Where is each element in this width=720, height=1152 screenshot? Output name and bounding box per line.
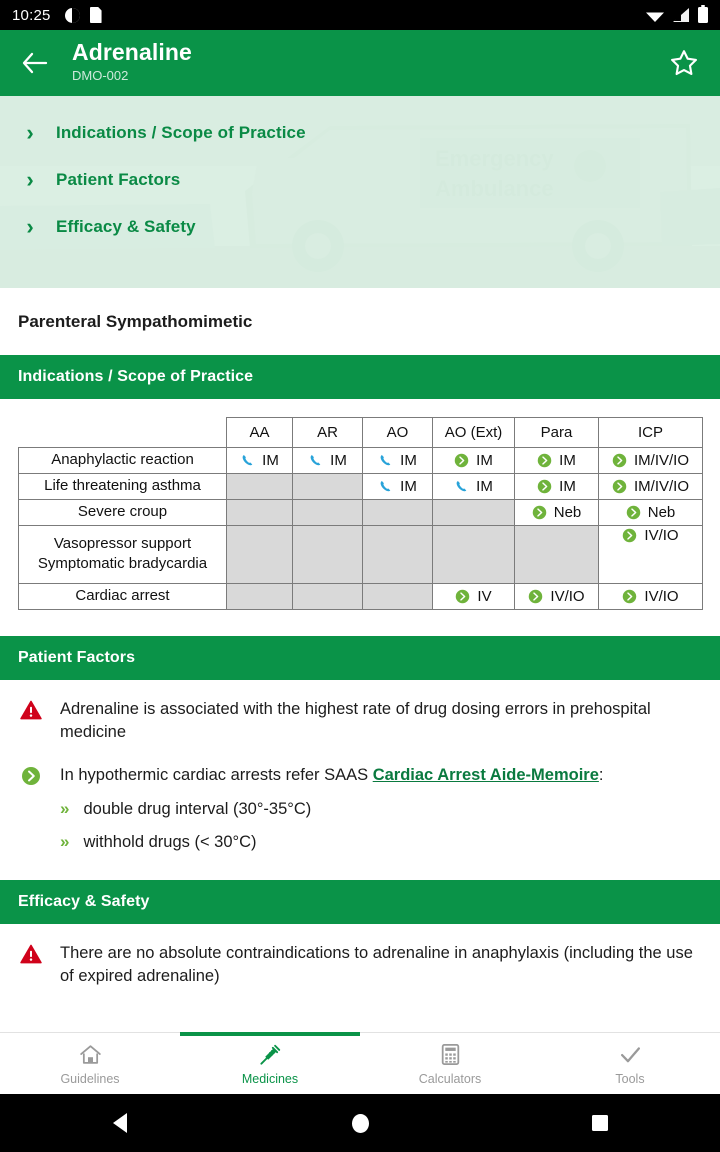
page-title: Adrenaline (72, 39, 192, 66)
sub-item (60, 798, 603, 821)
table-col-aa: AA (227, 418, 293, 448)
app-bar (0, 30, 720, 96)
nav-item-tools[interactable] (540, 1033, 720, 1094)
table-cell-value (515, 474, 599, 500)
table-row (19, 526, 703, 584)
table-cell-value (433, 583, 515, 609)
table-cell-empty (293, 500, 363, 526)
table-corner-cell (19, 418, 227, 448)
chevron-circle-icon (454, 453, 469, 468)
table-cell-value (599, 583, 703, 609)
wifi-icon (646, 8, 664, 22)
chevron-circle-icon (528, 589, 543, 604)
table-cell-empty (363, 500, 433, 526)
efficacy-text: There are no absolute contraindications to adrenaline in anaphylaxis (including the use of expired adrenaline) (60, 943, 693, 986)
table-cell-empty (363, 583, 433, 609)
patient-factor-item-hypothermic (18, 764, 702, 854)
chevron-circle-icon (622, 528, 637, 543)
drug-class-label: Parenteral Sympathomimetic (18, 312, 253, 331)
hero-quicklinks (0, 96, 720, 288)
phone-icon (378, 479, 393, 494)
home-icon (77, 1042, 103, 1068)
table-cell-value (433, 474, 515, 500)
hero-link-label: Patient Factors (56, 170, 181, 189)
efficacy-item-warning (18, 942, 702, 989)
table-cell-text: IV/IO (644, 527, 679, 544)
status-bar-clock: 10:25 (12, 6, 51, 24)
status-bar (0, 0, 720, 30)
square-recents-icon (592, 1115, 608, 1131)
table-row-label: Anaphylactic reaction (19, 448, 227, 474)
bullet-icon (18, 764, 44, 854)
star-outline-icon (669, 48, 699, 78)
double-chevron-icon: » (60, 831, 70, 851)
table-head (19, 418, 703, 448)
table-cell-empty (227, 474, 293, 500)
table-cell-value (293, 448, 363, 474)
table-cell-text: IM (400, 478, 417, 495)
table-cell-value (599, 526, 703, 584)
table-cell-value (599, 474, 703, 500)
table-cell-text: IM (559, 478, 576, 495)
nav-label: Tools (615, 1071, 645, 1086)
back-arrow-icon (22, 52, 48, 74)
sub-item-text: withhold drugs (< 30°C) (83, 832, 257, 851)
table-cell-empty (227, 583, 293, 609)
table-row-label: Vasopressor support Symptomatic bradycardia (19, 526, 227, 584)
table-cell-value (433, 448, 515, 474)
chevron-circle-icon (455, 589, 470, 604)
chevron-circle-icon (622, 589, 637, 604)
table-row-label: Severe croup (19, 500, 227, 526)
cardiac-arrest-aide-memoire-link[interactable]: Cardiac Arrest Aide-Memoire (372, 766, 599, 785)
nav-label: Medicines (241, 1071, 299, 1086)
chevron-circle-icon (532, 505, 547, 520)
table-cell-text: IM (476, 478, 493, 495)
warning-triangle-icon (20, 944, 42, 964)
active-tab-indicator (180, 1032, 360, 1036)
table-cell-text: IM (330, 452, 347, 469)
nav-item-medicines[interactable] (180, 1033, 360, 1094)
nav-item-calculators[interactable] (360, 1033, 540, 1094)
phone-icon (454, 479, 469, 494)
scope-of-practice-table (18, 417, 703, 610)
bullet-icon (18, 698, 44, 745)
section-header-indications: Indications / Scope of Practice (0, 355, 720, 399)
table-cell-value (363, 474, 433, 500)
patient-factor-text: Adrenaline is associated with the highest rate of drug dosing errors in prehospital medicine (60, 699, 651, 741)
cellular-signal-icon (673, 8, 689, 22)
chevron-circle-icon (626, 505, 641, 520)
favorite-button[interactable] (666, 45, 702, 81)
chevron-right-icon: › (26, 167, 34, 192)
nav-label: Guidelines (60, 1071, 120, 1086)
table-cell-value (515, 583, 599, 609)
double-chevron-icon: » (60, 798, 70, 818)
table-cell-empty (293, 526, 363, 584)
patient-factor-sublist (60, 798, 603, 854)
table-cell-text: IM (476, 452, 493, 469)
hero-link-label: Indications / Scope of Practice (56, 123, 306, 142)
table-cell-empty (227, 526, 293, 584)
table-cell-value (599, 500, 703, 526)
table-cell-empty (363, 526, 433, 584)
bullet-icon (18, 942, 44, 989)
table-col-ao: AO (363, 418, 433, 448)
table-cell-empty (433, 500, 515, 526)
table-cell-empty (433, 526, 515, 584)
content-scroll-area[interactable] (0, 288, 720, 1032)
table-cell-text: Neb (647, 504, 676, 521)
chevron-circle-icon (537, 479, 552, 494)
system-recents-button[interactable] (480, 1115, 720, 1131)
text-before-link: In hypothermic cardiac arrests refer SAAS (60, 766, 373, 785)
chevron-circle-icon (612, 479, 627, 494)
table-body (19, 448, 703, 610)
table-cell-text: Neb (553, 504, 582, 521)
chevron-circle-icon (21, 766, 41, 786)
system-navigation-bar (0, 1094, 720, 1152)
table-cell-empty (293, 583, 363, 609)
page-subtitle-code: DMO-002 (72, 68, 129, 84)
patient-factor-text-with-link (60, 764, 603, 787)
table-header-row (19, 418, 703, 448)
calculator-icon (437, 1042, 463, 1068)
table-cell-text: IV/IO (550, 587, 585, 605)
table-cell-empty (227, 500, 293, 526)
chevron-right-icon: › (26, 214, 34, 239)
table-row-label: Cardiac arrest (19, 583, 227, 609)
battery-icon (698, 7, 708, 23)
chevron-circle-icon (612, 453, 627, 468)
patient-factor-body (60, 764, 603, 854)
syringe-icon (257, 1042, 283, 1068)
table-cell-value (515, 448, 599, 474)
nav-label: Calculators (418, 1071, 482, 1086)
hero-link-efficacy-safety[interactable] (22, 216, 720, 238)
hero-link-list (0, 96, 720, 238)
app-bar-titles (72, 40, 666, 85)
sub-item-text: double drug interval (30°-35°C) (83, 799, 312, 818)
table-cell-value (599, 448, 703, 474)
table-col-icp: ICP (599, 418, 703, 448)
table-cell-value (515, 500, 599, 526)
table-cell-text: IM/IV/IO (633, 478, 689, 495)
table-row (19, 448, 703, 474)
back-button[interactable] (18, 46, 52, 80)
table-cell-text: IM (400, 452, 417, 469)
system-back-button[interactable] (0, 1113, 240, 1133)
sub-item (60, 831, 603, 854)
scope-table-wrapper (0, 399, 720, 636)
phone-icon (240, 453, 255, 468)
table-row (19, 583, 703, 609)
chevron-right-icon: › (26, 120, 34, 145)
table-cell-empty (293, 474, 363, 500)
section-header-patient-factors: Patient Factors (0, 636, 720, 680)
efficacy-safety-content (0, 924, 720, 1015)
triangle-back-icon (113, 1113, 127, 1133)
patient-factor-item-warning (18, 698, 702, 745)
status-bar-right-icons (646, 7, 708, 23)
table-row-label: Life threatening asthma (19, 474, 227, 500)
table-col-ao-ext: AO (Ext) (433, 418, 515, 448)
text-after-link: : (598, 766, 604, 785)
chevron-circle-icon (537, 453, 552, 468)
table-cell-text: IM/IV/IO (633, 452, 689, 469)
sd-card-icon (90, 7, 102, 23)
nav-item-guidelines[interactable] (0, 1033, 180, 1094)
section-header-efficacy-safety: Efficacy & Safety (0, 880, 720, 924)
status-bar-left-icons (65, 7, 102, 23)
hero-link-patient-factors[interactable] (22, 169, 720, 191)
table-cell-text: IV (477, 587, 492, 605)
table-cell-value (363, 448, 433, 474)
table-col-para: Para (515, 418, 599, 448)
table-cell-text: IM (559, 452, 576, 469)
hero-link-indications[interactable] (22, 122, 720, 144)
phone-icon (378, 453, 393, 468)
checkmark-icon (617, 1042, 643, 1068)
table-col-ar: AR (293, 418, 363, 448)
table-cell-empty (515, 526, 599, 584)
hero-link-label: Efficacy & Safety (56, 217, 196, 236)
circle-home-icon (352, 1114, 369, 1133)
table-cell-text: IV/IO (644, 587, 679, 605)
bottom-navigation (0, 1032, 720, 1094)
table-cell-text: IM (262, 452, 279, 469)
patient-factors-content (0, 680, 720, 880)
dnd-icon (65, 8, 80, 23)
warning-triangle-icon (20, 700, 42, 720)
system-home-button[interactable] (240, 1114, 480, 1133)
phone-icon (308, 453, 323, 468)
table-row (19, 474, 703, 500)
table-row (19, 500, 703, 526)
table-cell-value (227, 448, 293, 474)
